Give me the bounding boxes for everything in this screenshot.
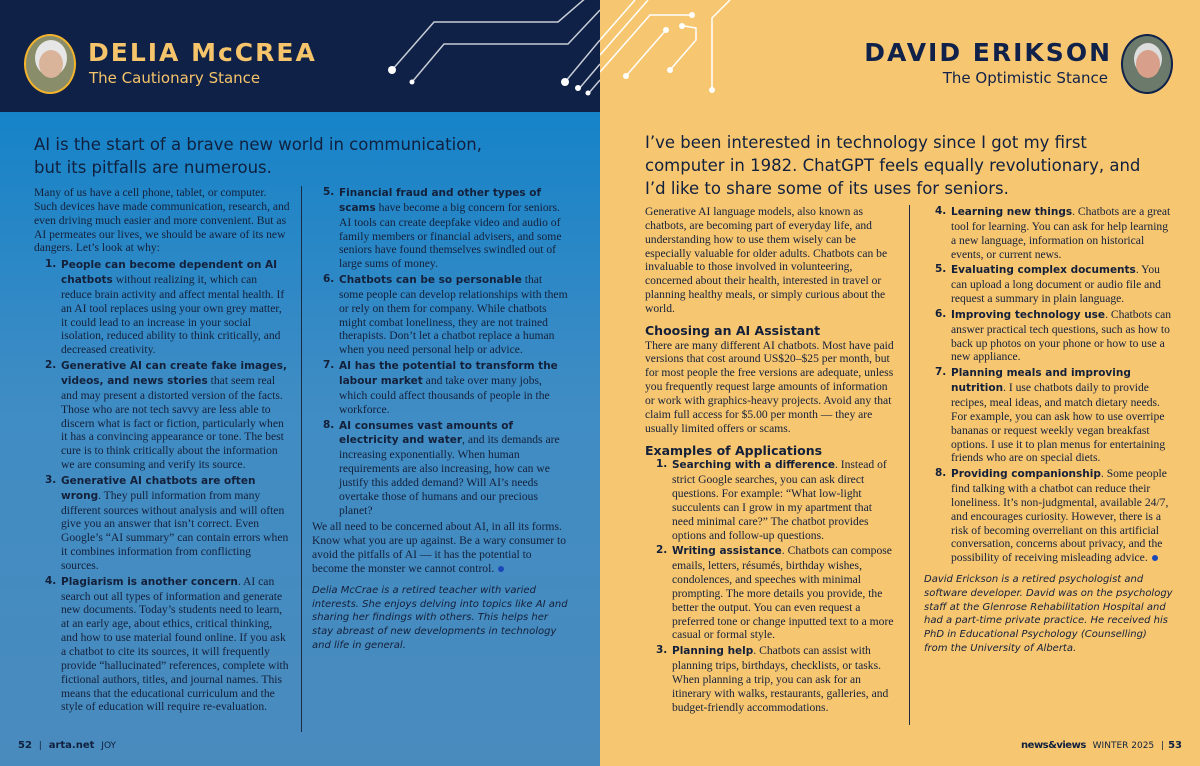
item-number: 7. — [935, 366, 947, 379]
item-text: . I use chatbots daily to provide recipes, meal ideas, and match dietary needs. For example, you can ask how to use overripe bananas or request weekly vegan breakfast options. I use it to plan menus for entertaining friends who are on special diets. — [951, 381, 1166, 465]
list-item — [323, 186, 568, 271]
item-heading: Plagiarism is another concern — [61, 575, 238, 588]
end-mark-icon — [1152, 555, 1158, 561]
lead-text: I’ve been interested in technology since I got my first computer in 1982. ChatGPT feels equally revolutionary, and I’d like to share some of its uses for seniors. — [645, 133, 1141, 198]
list-item — [45, 258, 290, 357]
closing-paragraph: We all need to be concerned about AI, in all its forms. Know what you are up against. Be a wary consumer to avoid the pitfalls of AI — it has the potential to become the monster we cannot control. — [312, 520, 567, 575]
item-heading: Evaluating complex documents — [951, 264, 1136, 277]
item-text: . Instead of strict Google searches, you can ask direct questions. For example: “What low-light succulents can I grow in my apartment that need minimal care?” The chatbot provides options and follow-up questions. — [672, 458, 887, 542]
author-stance: The Cautionary Stance — [89, 69, 261, 87]
section-heading: Examples of Applications — [645, 442, 823, 458]
magazine-logo: news&views — [1021, 740, 1086, 751]
section-label: JOY — [101, 741, 117, 751]
item-heading: AI has the potential to transform the labour market — [339, 360, 558, 387]
item-text: . They pull information from many different sources without analysis and will often give you an answer that isn’t correct. Even Google’s “AI summary” can contain errors when it combines information from conflicting sources. — [61, 488, 289, 572]
item-text: . AI can search out all types of information and generate new documents. Today’s students need to learn, at an early age, about ethics, critical thinking, and how to use material found online. If you ask a chatbot to cite its sources, it will frequently provide “hallucinated” references, complete with fictional authors, titles, and journal names. This means that the educational curriculum and the style of education will require re-evaluation. — [61, 574, 289, 714]
article-body — [34, 186, 568, 732]
item-number: 1. — [45, 258, 57, 271]
item-number: 3. — [45, 473, 57, 486]
lead-text: AI is the start of a brave new world in communication, but its pitfalls are numerous. — [34, 135, 483, 177]
intro-paragraph: Generative AI language models, also known as chatbots, are becoming part of everyday life, and understanding how to use them wisely can be especially valuable for older adults. Chatbots can be invaluable to those involved in volunteering, concerned about their health, interested in travel or planning healthy meals, or simply curious about the world. — [645, 205, 888, 315]
issue-label: WINTER 2025 — [1092, 741, 1155, 751]
list-item — [935, 263, 1173, 306]
list-item — [935, 308, 1173, 364]
intro-paragraph: Many of us have a cell phone, tablet, or computer. Such devices have made communication, research, and even driving much easier and more convenient. But as AI permeates our lives, we should be aware of its new dangers. Let’s look at why: — [34, 186, 290, 255]
item-heading: Chatbots can be so personable — [339, 274, 522, 287]
item-text: . Chatbots can assist with planning trips, birthdays, checklists, or tasks. When planning a trip, you can ask for an itinerary with walks, restaurants, galleries, and budget-friendly accommodations. — [672, 644, 889, 714]
item-heading: Improving technology use — [951, 308, 1106, 321]
circuit-decoration — [380, 0, 600, 110]
item-number: 8. — [323, 418, 335, 431]
paragraph-choosing: There are many different AI chatbots. Most have paid versions that cost around US$20–$25 per month, but for most people the free versions are adequate, unless you frequently request large amounts of information or work with graphics-heavy projects. Avoid any that claim full access for $5.00 per month — they are usually limited offers or scams. — [645, 338, 894, 435]
item-number: 4. — [45, 574, 57, 587]
item-number: 6. — [935, 307, 947, 320]
item-number: 7. — [323, 359, 335, 372]
item-number: 4. — [935, 205, 947, 217]
author-stance: The Optimistic Stance — [942, 69, 1108, 87]
page-number: 53 — [1168, 740, 1182, 751]
list-item — [935, 366, 1173, 465]
section-heading: Choosing an AI Assistant — [645, 322, 821, 338]
item-number: 2. — [656, 544, 668, 557]
item-heading: AI consumes vast amounts of electricity and water — [339, 419, 514, 447]
list-item — [935, 205, 1173, 261]
list-item — [656, 544, 894, 642]
item-text: . Chatbots can compose emails, letters, résumés, birthday wishes, condolences, and speeches with minimal prompting. The more details you provide, the better the output. You can even request a preferred tone or change inputted text to a more casual or formal style. — [672, 544, 894, 642]
list-item — [323, 359, 568, 416]
list-item — [45, 474, 290, 573]
item-heading: Writing assistance — [672, 545, 782, 558]
author-bio: Delia McCrae is a retired teacher with varied interests. She enjoys delving into topics like AI and sharing her findings with others. This helps her stay abreast of new developments in technology and life in general. — [312, 584, 568, 651]
item-heading: Searching with a difference — [672, 459, 835, 472]
item-heading: Generative AI can create fake images, videos, and news stories — [61, 360, 288, 387]
item-text: that some people can develop relationships with them or rely on them for company. While chatbots might combat loneliness, they are not trained therapists. Don’t let a chatbot replace a human when you need personal help or advice. — [339, 273, 568, 357]
item-text: and take over many jobs, which could affect thousands of people in the workforce. — [339, 373, 550, 416]
circuit-decoration — [600, 0, 740, 100]
list-item — [45, 575, 290, 714]
site-link[interactable]: arta.net — [48, 740, 95, 751]
item-text: . You can upload a long document or audio file and request a summary in plain language. — [951, 263, 1161, 306]
list-item — [656, 644, 894, 714]
item-number: 8. — [935, 467, 947, 480]
item-heading: Generative AI chatbots are often wrong — [61, 474, 256, 502]
item-text: . Chatbots can answer practical tech questions, such as how to back up photos on your phone or how to use a new appliance. — [951, 307, 1172, 364]
item-text: without realizing it, which can reduce brain activity and affect mental health. If an AI tool replaces using your own grey matter, it could lead to an increase in your social isolation, reduced ability to think critically, and decreased creativity. — [61, 273, 285, 357]
author-bio: David Erickson is a retired psychologist and software developer. David was on the psychology staff at the Glenrose Rehabilitation Hospital and had a part-time private practice. He received his PhD in Educational Psychology (Counselling) from the University of Alberta. — [924, 574, 1173, 655]
item-heading: People can become dependent on AI chatbots — [61, 259, 278, 287]
author-avatar-delia — [24, 34, 76, 94]
author-name: DELIA McCREA — [88, 38, 317, 67]
item-heading: Providing companionship — [951, 468, 1101, 481]
page-number: 52 — [18, 740, 32, 751]
item-number: 1. — [656, 458, 668, 471]
item-number: 5. — [935, 263, 947, 276]
item-number: 5. — [323, 186, 335, 198]
item-text: that seem real and may present a distorted version of the facts. Those who are not tech savvy are less able to discern what is fact or fiction, particularly when it has a convincing appearance or tone. The best cure is to think critically about the information we are consuming and verify its source. — [61, 373, 284, 472]
article-body — [645, 205, 1173, 725]
item-text: , and its demands are increasing exponentially. When human requirements are also increasing, how can we justify this added demand? Will AI’s needs overtake those of humans and our precious planet? — [339, 433, 560, 517]
list-item — [656, 458, 894, 542]
item-number: 6. — [323, 273, 335, 286]
footer-left: 52 | arta.net JOY — [18, 740, 117, 751]
list-item — [45, 359, 290, 472]
item-heading: Planning meals and improving nutrition — [951, 367, 1131, 395]
author-name: DAVID ERIKSON — [864, 38, 1112, 67]
item-heading: Financial fraud and other types of scams — [339, 187, 542, 214]
item-heading: Planning help — [672, 645, 754, 658]
item-text: have become a big concern for seniors. AI tools can create deepfake video and audio of family members or financial advisers, and some seniors have found themselves swindled out of large sums of money. — [339, 200, 562, 271]
list-item — [323, 273, 568, 357]
list-item — [935, 467, 1173, 565]
list-item — [323, 419, 568, 518]
item-heading: Learning new things — [951, 206, 1073, 218]
item-text: . Some people find talking with a chatbot can reduce their loneliness. It’s non-judgmental, available 24/7, and encourages curiosity. However, there is a risk of becoming overreliant on this artificial conversation, concerns about privacy, and the possibility of receiving misleading advice. — [951, 467, 1169, 565]
item-number: 3. — [656, 644, 668, 657]
author-avatar-david — [1121, 34, 1173, 94]
item-number: 2. — [45, 359, 57, 372]
footer-right: news&views WINTER 2025 | 53 — [1021, 740, 1182, 751]
item-text: . Chatbots are a great tool for learning. You can ask for help learning a new language, information on historical events, or current news. — [951, 205, 1171, 261]
right-page-optimistic — [600, 0, 1200, 766]
end-mark-icon — [498, 566, 504, 572]
